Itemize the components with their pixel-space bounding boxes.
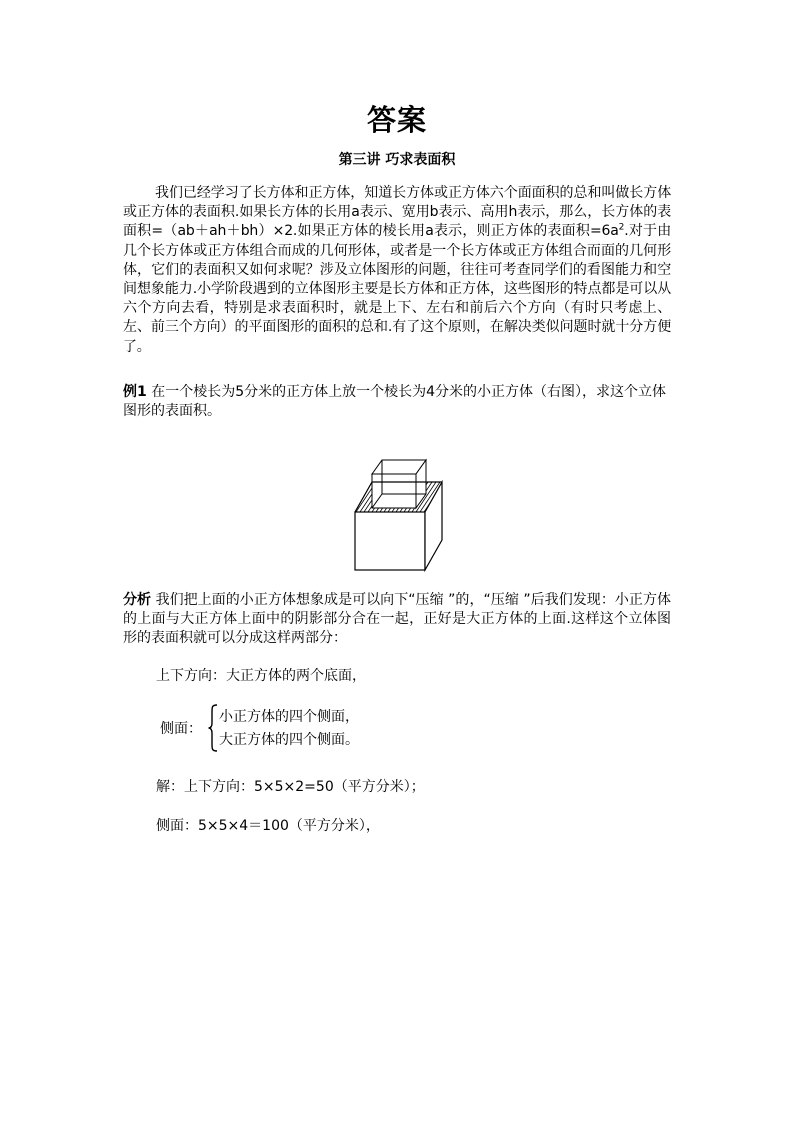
example-paragraph (123, 383, 671, 421)
intro-text-part2: .对于由几个长方体或正方体组合而成的几何形体，或者是一个长方体或正方体组合而面的几何形体，它们的表面积又如何求呢？涉及立体图形的问题，往往可考查同学们的看图能力和空间想象能力.小学阶段遇到的立体图形主要是长方体和正方体，这些图形的特点都是可以从六个方向去看，特别是求表面积时，就是上下、左右和前后六个方向（有时只考虑上、左、前三个方向）的平面图形的面积的总和.有了这个原则，在解决类似问题时就十分方便了。 (123, 223, 671, 355)
left-brace-icon (208, 704, 218, 752)
intro-paragraph (123, 184, 671, 357)
intro-superscript: 2 (618, 222, 625, 233)
small-cube (372, 460, 426, 508)
example-label: 例1 (123, 384, 147, 400)
brace-items (219, 706, 359, 752)
intro-text-part1: 我们已经学习了长方体和正方体，知道长方体或正方体六个面面积的总和叫做长方体或正方体的表面积.如果长方体的长用a表示、宽用b表示、高用h表示，那么，长方体的表面积=（ab＋ah＋bh）×2.如果正方体的棱长用a表示，则正方体的表面积=6a (123, 185, 671, 240)
lecture-subtitle: 第三讲 巧求表面积 (338, 152, 456, 168)
updown-line: 上下方向：大正方体的两个底面， (156, 668, 366, 684)
page-title: 答案 (366, 103, 427, 137)
analysis-paragraph (123, 591, 671, 649)
analysis-text: 我们把上面的小正方体想象成是可以向下“压缩 ”的，“压缩 ”后我们发现：小正方体的上面与大正方体上面中的阴影部分合在一起，正好是大正方体的上面.这样这个立体图形的表面积就可以分成这样两部分： (123, 592, 671, 647)
analysis-label: 分析 (123, 592, 152, 608)
side-item-small-cube: 小正方体的四个侧面， (219, 709, 359, 725)
side-item-big-cube: 大正方体的四个侧面。 (219, 732, 359, 748)
example-text: 在一个棱长为5分米的正方体上放一个棱长为4分米的小正方体（右图），求这个立体图形的表面积。 (123, 384, 667, 420)
solution-line-2: 侧面：5×5×4＝100（平方分米）， (156, 818, 380, 834)
stacked-cubes-figure (352, 452, 472, 574)
side-label: 侧面： (160, 721, 202, 737)
solution-line-1: 解：上下方向：5×5×2=50（平方分米）； (156, 779, 425, 795)
